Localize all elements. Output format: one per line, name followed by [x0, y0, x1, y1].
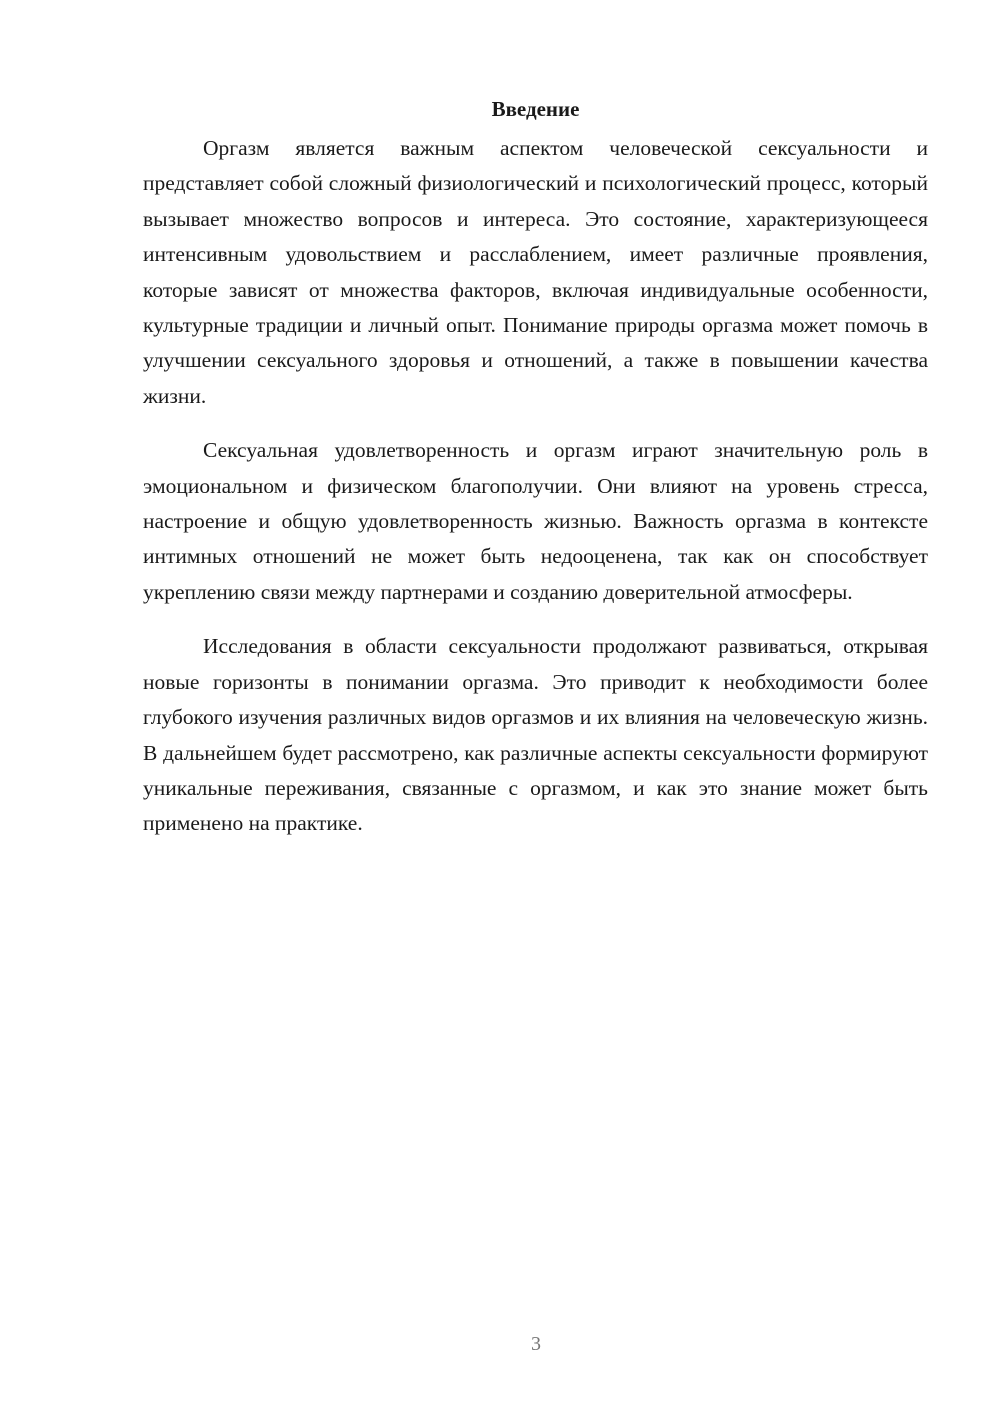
section-heading: Введение — [491, 97, 580, 121]
paragraph-1: Оргазм является важным аспектом человеческой сексуальности и представляет собой сложный физиологический и психологический процесс, который вызывает множество вопросов и интереса. Это состояние, характеризующееся интенсивным удовольствием и расслаблением, имеет различные проявления, которые зависят от множества факторов, включая индивидуальные особенности, культурные традиции и личный опыт. Понимание природы оргазма может помочь в улучшении сексуального здоровья и отношений, а также в повышении качества жизни. — [143, 136, 928, 408]
page-number: 3 — [531, 1333, 541, 1355]
paragraph-3: Исследования в области сексуальности продолжают развиваться, открывая новые горизонты в понимании оргазма. Это приводит к необходимости более глубокого изучения различных видов оргазмов и их влияния на человеческую жизнь. В дальнейшем будет рассмотрено, как различные аспекты сексуальности формируют уникальные переживания, связанные с оргазмом, и как это знание может быть применено на практике. — [143, 634, 928, 836]
page-content — [143, 92, 928, 861]
paragraph-2: Сексуальная удовлетворенность и оргазм играют значительную роль в эмоциональном и физическом благополучии. Они влияют на уровень стресса, настроение и общую удовлетворенность жизнью. Важность оргазма в контексте интимных отношений не может быть недооценена, так как он способствует укреплению связи между партнерами и созданию доверительной атмосферы. — [143, 438, 928, 604]
